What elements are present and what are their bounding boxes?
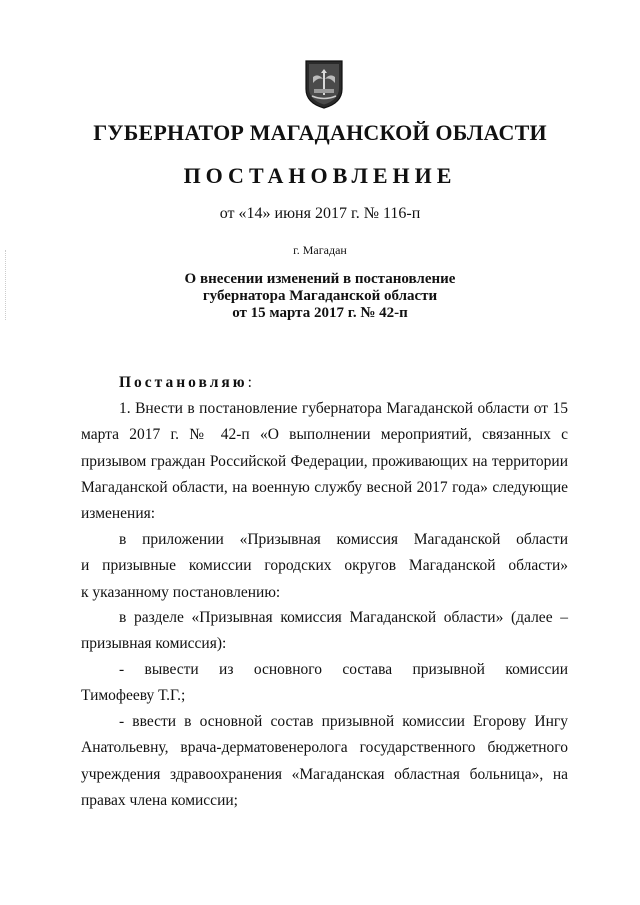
resolve-word: Постановляю [119,374,248,391]
paragraph-2 [81,527,568,606]
paragraph-3 [81,605,568,658]
resolve-colon: : [247,374,252,391]
subject-line: от 15 марта 2017 г. № 42-п [232,305,408,321]
paragraph-line: к указанному постановлению: [81,583,281,601]
subject-line: губернатора Магаданской области [202,288,438,304]
paragraph-1 [81,396,568,527]
document-body [81,370,568,396]
paragraph-line: и призывные комиссии городских округов Магаданской области» [81,557,568,575]
paragraph-5 [81,709,568,814]
document-date-number: от «14» июня 2017 г. № 116-п [219,205,421,222]
paragraph-text: в разделе «Призывная комиссия Магаданской области» (далее – призывная комиссия): [81,609,568,653]
paragraph-4 [81,657,568,710]
subject-line: О внесении изменений в постановление [184,271,456,287]
paragraph-line: - вывести из основного состава призывной комиссии [119,661,568,678]
document-subject [0,271,640,322]
paragraph-line: Тимофееву Т.Г.; [81,687,186,705]
issuer-title: ГУБЕРНАТОР МАГАДАНСКОЙ ОБЛАСТИ [93,120,547,145]
paragraph-line: в приложении «Призывная комиссия Магаданской области [119,531,568,548]
issue-city: г. Магадан [293,243,347,257]
paragraph-text: - ввести в основной состав призывной комиссии Егорову Ингу Анатольевну, врача-дерматовенеролога государственного бюджетного учреждения здравоохранения «Магаданская областная больница», на правах члена комиссии; [81,713,568,809]
resolve-heading [81,370,568,396]
coat-of-arms-emblem [303,59,345,109]
paragraph-text: 1. Внести в постановление губернатора Магаданской области от 15 марта 2017 г. № 42-п «О выполнении мероприятий, связанных с призывом граждан Российской Федерации, проживающих на территории Магаданской области, на военную службу весной 2017 года» следующие изменения: [81,400,568,523]
document-type-title: ПОСТАНОВЛЕНИЕ [183,163,457,188]
